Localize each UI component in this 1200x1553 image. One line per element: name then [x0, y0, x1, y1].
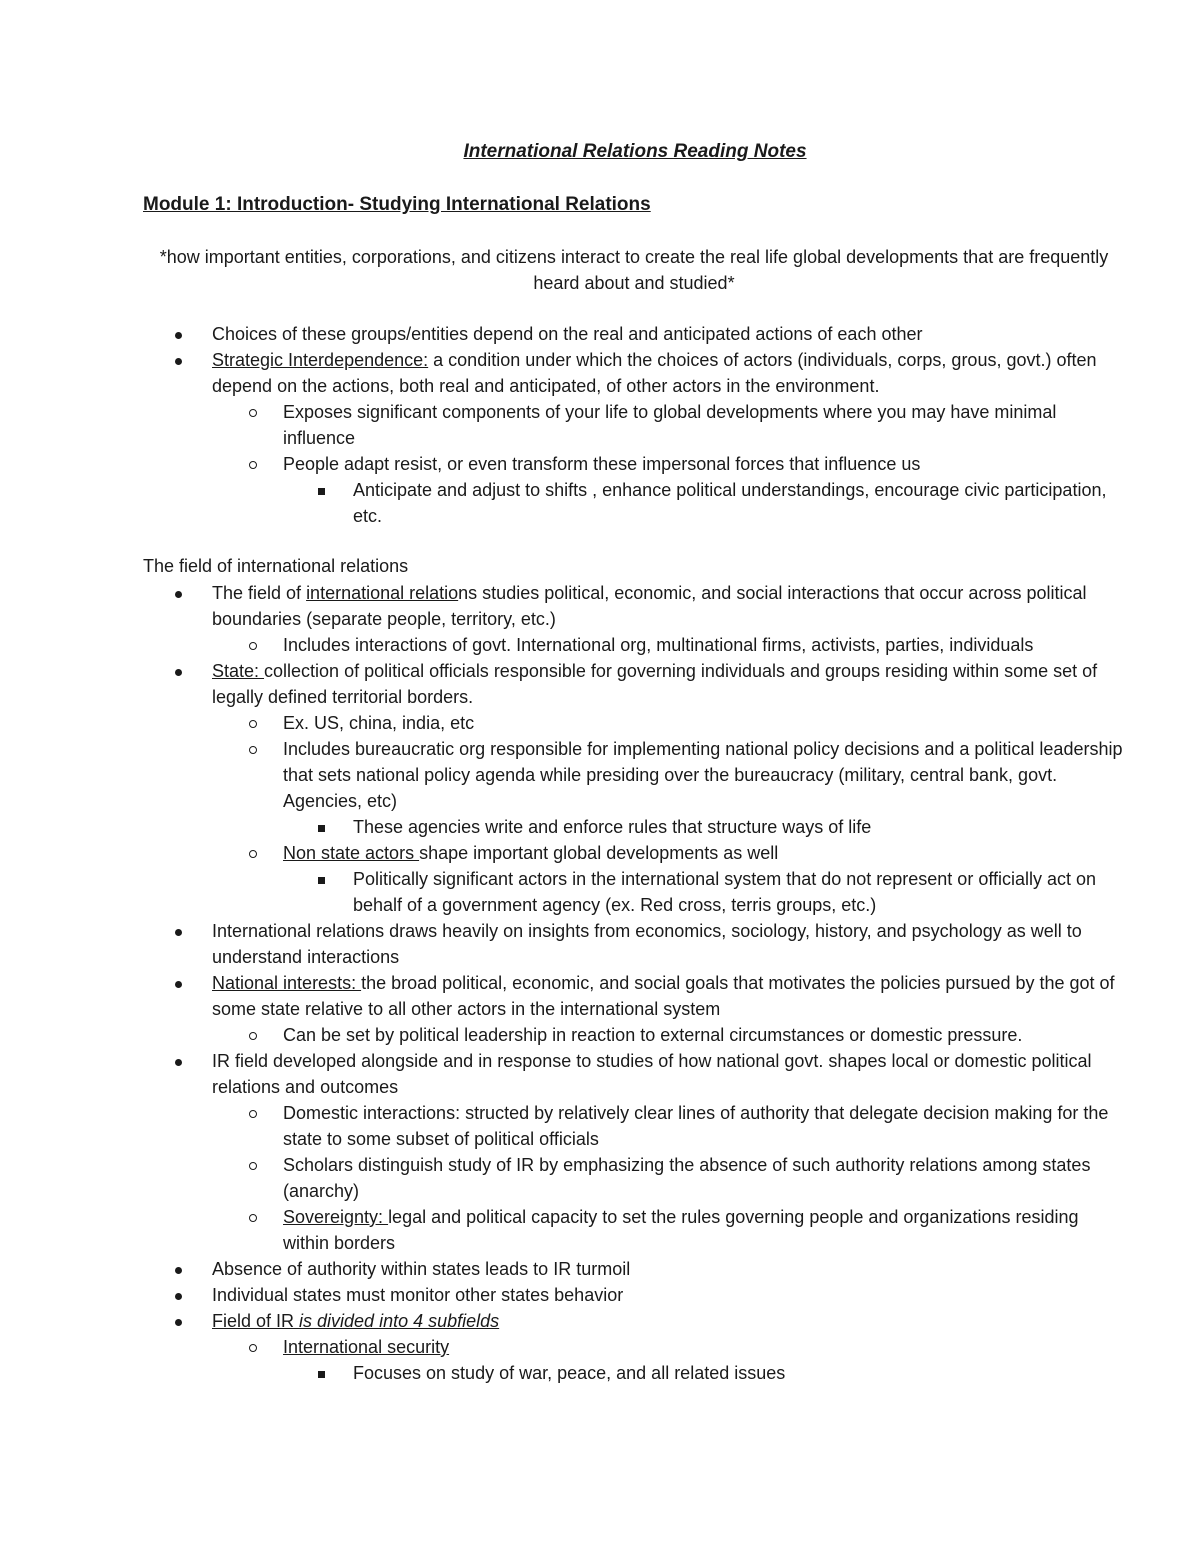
sub-sub-list-item: [0, 814, 1124, 840]
sub-sub-list-item-text: Politically significant actors in the international system that do not represent or officially act on behalf of a government agency (ex. Red cross, terris groups, etc.): [353, 869, 1097, 915]
sub-list-item: [0, 451, 1124, 529]
filled-circle-bullet-icon: [175, 1267, 182, 1274]
sub-list-item: [0, 1152, 1124, 1204]
sub-list-item-text: Ex. US, china, india, etc: [283, 713, 475, 733]
sub-sub-list: [283, 814, 1124, 840]
list-item-text: ns studies political, economic, and social interactions that occur across political boundaries (separate people, territory, etc.): [212, 583, 1087, 629]
sub-list: [212, 399, 1124, 529]
sub-list: [212, 1100, 1124, 1256]
term-strategic-interdependence: Strategic Interdependence:: [212, 350, 429, 370]
list-item: [0, 1282, 1124, 1308]
document-title: International Relations Reading Notes: [463, 141, 807, 162]
sub-list-item-text: Scholars distinguish study of IR by emphasizing the absence of such authority relations among states (anarchy): [283, 1155, 1091, 1201]
list-item-text: International relations draws heavily on insights from economics, sociology, history, and psychology as well to understand interactions: [212, 921, 1082, 967]
sub-list: [212, 1334, 1124, 1386]
square-bullet-icon: [318, 1371, 325, 1378]
sub-sub-list: [283, 1360, 1124, 1386]
sub-list-item: [0, 399, 1124, 451]
hollow-circle-bullet-icon: [249, 642, 257, 650]
bullet-list-field: [0, 580, 1200, 1386]
sub-list-item-text: Includes bureaucratic org responsible for implementing national policy decisions and a political leadership that sets national policy agenda while presiding over the bureaucracy (military, central bank, govt. Agencies, etc): [283, 739, 1123, 811]
sub-list-item: [0, 710, 1124, 736]
sub-list: [212, 632, 1124, 658]
term-national-interests: National interests:: [212, 973, 362, 993]
sub-list-item: [0, 1334, 1124, 1386]
sub-list-item: [0, 736, 1124, 840]
filled-circle-bullet-icon: [175, 591, 182, 598]
sub-list-item: [0, 1100, 1124, 1152]
hollow-circle-bullet-icon: [249, 1214, 257, 1222]
list-item: [0, 580, 1124, 658]
filled-circle-bullet-icon: [175, 358, 182, 365]
term-non-state-actors: Non state actors: [283, 843, 420, 863]
list-item-text: IR field developed alongside and in response to studies of how national govt. shapes local or domestic political relations and outcomes: [212, 1051, 1092, 1097]
bullet-list-interdependence: [0, 321, 1200, 529]
hollow-circle-bullet-icon: [249, 461, 257, 469]
list-item: [0, 970, 1124, 1048]
term-international-security: International security: [283, 1337, 450, 1357]
sub-list-item-text: shape important global developments as well: [419, 843, 779, 863]
filled-circle-bullet-icon: [175, 669, 182, 676]
sub-list-item-text: People adapt resist, or even transform these impersonal forces that influence us: [283, 454, 921, 474]
term-international-relations: international relatio: [306, 583, 459, 603]
sub-sub-list: [283, 866, 1124, 918]
section-heading: The field of international relations: [143, 556, 409, 576]
list-item: [0, 918, 1124, 970]
list-item-text: Individual states must monitor other states behavior: [212, 1285, 624, 1305]
sub-list-item: [0, 632, 1124, 658]
term-field-of-ir: Field of IR: [212, 1311, 300, 1331]
sub-list-item-text: legal and political capacity to set the rules governing people and organizations residing within borders: [283, 1207, 1079, 1253]
hollow-circle-bullet-icon: [249, 1110, 257, 1118]
intro-paragraph: *how important entities, corporations, and citizens interact to create the real life global developments that are frequently heard about and studied*: [159, 247, 1109, 293]
sub-list-item: [0, 840, 1124, 918]
list-item-text: the broad political, economic, and social goals that motivates the policies pursued by the got of some state relative to all other actors in the international system: [212, 973, 1115, 1019]
filled-circle-bullet-icon: [175, 929, 182, 936]
sub-list-item-text: Exposes significant components of your life to global developments where you may have minimal influence: [283, 402, 1057, 448]
sub-sub-list-item: [0, 866, 1124, 918]
list-item-text: Absence of authority within states leads to IR turmoil: [212, 1259, 631, 1279]
sub-list: [212, 1022, 1124, 1048]
hollow-circle-bullet-icon: [249, 850, 257, 858]
list-item-text: a condition under which the choices of actors (individuals, corps, grous, govt.) often depend on the actions, both real and anticipated, of other actors in the environment.: [212, 350, 1097, 396]
hollow-circle-bullet-icon: [249, 1162, 257, 1170]
square-bullet-icon: [318, 488, 325, 495]
list-item: [0, 1308, 1124, 1386]
sub-list-item: [0, 1204, 1124, 1256]
hollow-circle-bullet-icon: [249, 409, 257, 417]
filled-circle-bullet-icon: [175, 1319, 182, 1326]
filled-circle-bullet-icon: [175, 1293, 182, 1300]
sub-list: [212, 710, 1124, 918]
list-item-text: collection of political officials responsible for governing individuals and groups residing within some set of legally defined territorial borders.: [212, 661, 1098, 707]
sub-list-item-text: Includes interactions of govt. International org, multinational firms, activists, parties, individuals: [283, 635, 1034, 655]
sub-sub-list-item-text: Focuses on study of war, peace, and all related issues: [353, 1363, 786, 1383]
filled-circle-bullet-icon: [175, 1059, 182, 1066]
hollow-circle-bullet-icon: [249, 720, 257, 728]
list-item: [0, 321, 1124, 347]
filled-circle-bullet-icon: [175, 981, 182, 988]
list-item: [0, 1256, 1124, 1282]
list-item-text: The field of: [212, 583, 307, 603]
sub-sub-list-item: [0, 1360, 1124, 1386]
square-bullet-icon: [318, 825, 325, 832]
square-bullet-icon: [318, 877, 325, 884]
module-heading: Module 1: Introduction- Studying International Relations: [143, 194, 651, 215]
sub-sub-list: [283, 477, 1124, 529]
hollow-circle-bullet-icon: [249, 746, 257, 754]
term-state: State:: [212, 661, 265, 681]
sub-list-item: [0, 1022, 1124, 1048]
hollow-circle-bullet-icon: [249, 1032, 257, 1040]
list-item: [0, 347, 1124, 529]
list-item: [0, 1048, 1124, 1256]
sub-sub-list-item-text: These agencies write and enforce rules that structure ways of life: [353, 817, 872, 837]
sub-list-item-text: Can be set by political leadership in reaction to external circumstances or domestic pressure.: [283, 1025, 1023, 1045]
sub-sub-list-item-text: Anticipate and adjust to shifts , enhance political understandings, encourage civic participation, etc.: [353, 480, 1107, 526]
list-item-text: Choices of these groups/entities depend on the real and anticipated actions of each other: [212, 324, 923, 344]
sub-list-item-text: Domestic interactions: structed by relatively clear lines of authority that delegate decision making for the state to some subset of political officials: [283, 1103, 1109, 1149]
term-sovereignty: Sovereignty:: [283, 1207, 389, 1227]
hollow-circle-bullet-icon: [249, 1344, 257, 1352]
italic-underlined-text: is divided into 4 subfields: [299, 1311, 500, 1331]
sub-sub-list-item: [0, 477, 1124, 529]
list-item: [0, 658, 1124, 918]
filled-circle-bullet-icon: [175, 332, 182, 339]
